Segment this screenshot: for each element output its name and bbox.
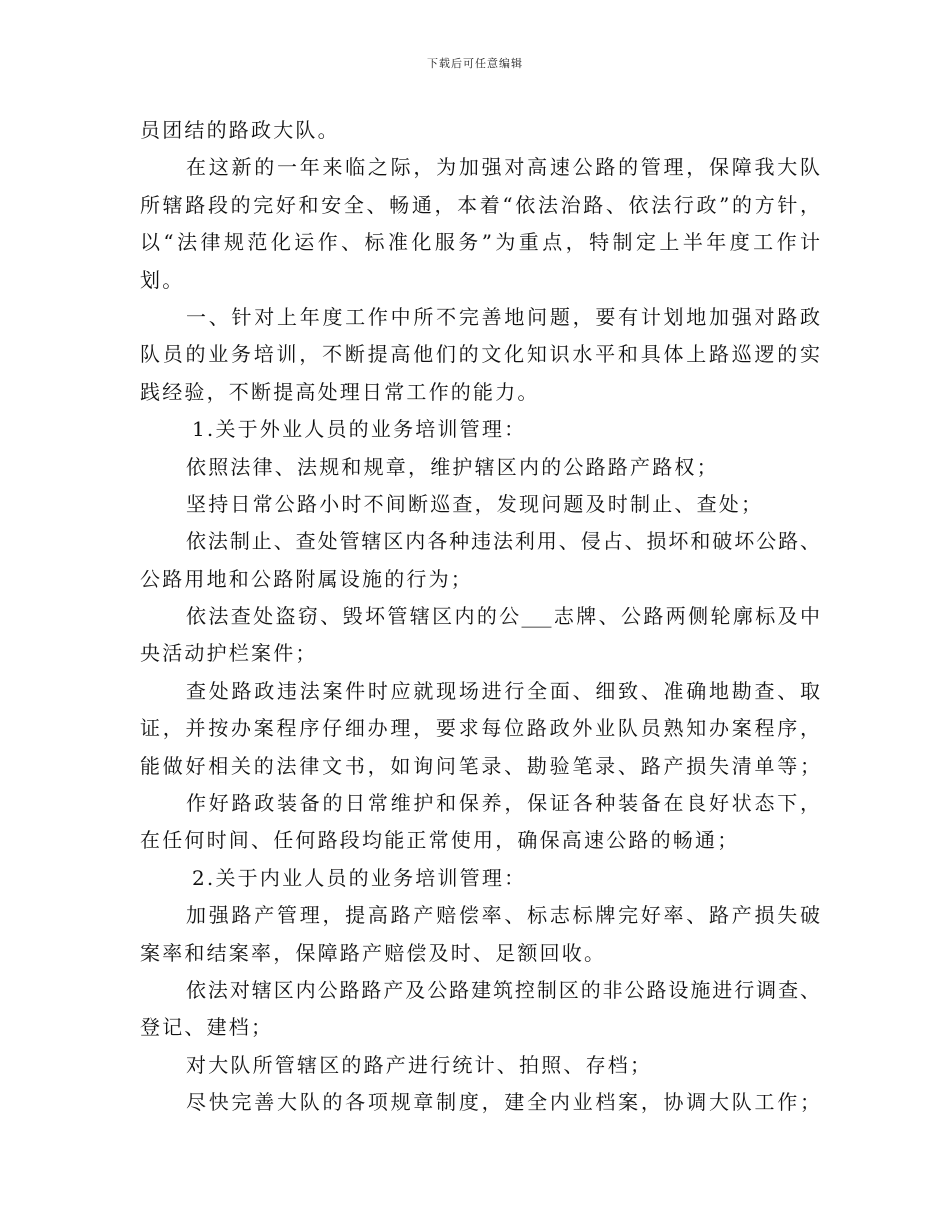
- text-line: 证，并按办案程序仔细办理，要求每位路政外业队员熟知办案程序，: [140, 716, 820, 741]
- text-line: 依照法律、法规和规章，维护辖区内的公路路产路权；: [186, 454, 719, 479]
- text-line: 一、针对上年度工作中所不完善地问题，要有计划地加强对路政: [186, 304, 820, 329]
- section-heading: 2.关于内业人员的业务培训管理：: [192, 865, 527, 890]
- text-line: 登记、建档；: [140, 1015, 274, 1040]
- text-line: 所辖路段的完好和安全、畅通，本着“依法治路、依法行政”的方针，: [140, 192, 820, 217]
- text-line: 在这新的一年来临之际，为加强对高速公路的管理，保障我大队: [186, 155, 820, 180]
- text-line: 对大队所管辖区的路产进行统计、拍照、存档；: [186, 1052, 653, 1077]
- text-line: 队员的业务培训，不断提高他们的文化知识水平和具体上路巡逻的实: [140, 342, 820, 367]
- page-header: 下载后可任意编辑: [427, 57, 523, 70]
- text-line: 央活动护栏案件；: [140, 641, 318, 666]
- document-body: [140, 112, 820, 1122]
- text-line: 划。: [140, 267, 185, 292]
- text-line: 尽快完善大队的各项规章制度，建全内业档案，协调大队工作；: [186, 1090, 820, 1115]
- text-line: 公路用地和公路附属设施的行为；: [140, 566, 473, 591]
- text-line: 作好路政装备的日常维护和保养，保证各种装备在良好状态下，: [186, 791, 820, 816]
- text-line: 能做好相关的法律文书，如询问笔录、勘验笔录、路产损失清单等；: [140, 753, 820, 778]
- text-line: 以“法律规范化运作、标准化服务”为重点，特制定上半年度工作计: [140, 230, 820, 255]
- text-line: 依法查处盗窃、毁坏管辖区内的公___志牌、公路两侧轮廓标及中: [186, 604, 820, 629]
- text-line: 践经验，不断提高处理日常工作的能力。: [140, 379, 540, 404]
- text-line: 在任何时间、任何路段均能正常使用，确保高速公路的畅通；: [140, 828, 740, 853]
- text-line: 加强路产管理，提高路产赔偿率、标志标牌完好率、路产损失破: [186, 903, 820, 928]
- text-line: 查处路政违法案件时应就现场进行全面、细致、准确地勘查、取: [186, 678, 820, 703]
- text-line: 依法制止、查处管辖区内各种违法利用、侵占、损坏和破坏公路、: [186, 529, 820, 554]
- section-heading: 1.关于外业人员的业务培训管理：: [192, 417, 527, 442]
- text-line: 案率和结案率，保障路产赔偿及时、足额回收。: [140, 940, 607, 965]
- text-line: 员团结的路政大队。: [140, 118, 340, 142]
- text-line: 坚持日常公路小时不间断巡查，发现问题及时制止、查处；: [186, 491, 764, 516]
- text-line: 依法对辖区内公路路产及公路建筑控制区的非公路设施进行调查、: [186, 977, 820, 1002]
